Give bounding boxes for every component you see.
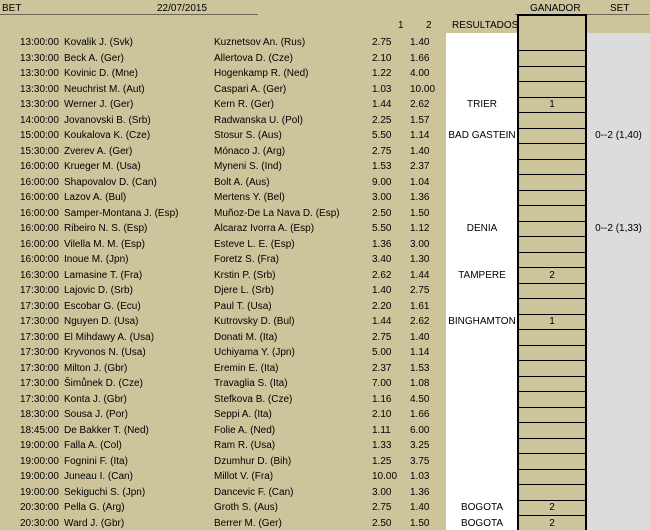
odds-1: 2.20 <box>372 300 392 312</box>
odds-1: 2.75 <box>372 331 392 343</box>
match-time: 17:30:00 <box>20 285 59 296</box>
player-2: Eremin E. (Ita) <box>214 362 279 374</box>
table-row <box>0 113 650 129</box>
odds-2: 1.44 <box>410 269 430 281</box>
player-1: Shapovalov D. (Can) <box>64 176 157 188</box>
player-2: Krstin P. (Srb) <box>214 269 276 281</box>
odds-1: 7.00 <box>372 378 392 389</box>
odds-1: 2.75 <box>372 145 392 157</box>
player-1: Samper-Montana J. (Esp) <box>64 207 179 219</box>
odds-1: 10.00 <box>372 471 398 482</box>
table-row <box>0 206 650 222</box>
ganador-value[interactable]: 2 <box>549 517 555 529</box>
odds-2: 1.12 <box>410 223 430 234</box>
ganador-cell-box[interactable] <box>519 438 585 454</box>
odds-1: 2.50 <box>372 517 392 529</box>
resultado: BOGOTA <box>460 502 504 513</box>
ganador-cell-box[interactable] <box>519 361 585 377</box>
match-time: 17:30:00 <box>20 331 59 343</box>
player-1: Pella G. (Arg) <box>64 502 125 513</box>
player-2: Bolt A. (Aus) <box>214 176 270 188</box>
odds-2: 4.50 <box>410 393 430 405</box>
odds-2: 1.14 <box>410 130 430 141</box>
ganador-cell-box[interactable] <box>519 376 585 392</box>
player-2: Donati M. (Ita) <box>214 331 278 343</box>
match-time: 17:30:00 <box>20 316 59 327</box>
player-1: Fognini F. (Ita) <box>64 455 128 467</box>
match-time: 15:00:00 <box>20 130 59 141</box>
table-row <box>0 221 650 237</box>
table-row <box>0 190 650 206</box>
ganador-cell-box[interactable] <box>519 283 585 299</box>
match-time: 16:00:00 <box>20 238 59 250</box>
player-2: Alcaraz Ivorra A. (Esp) <box>214 223 315 234</box>
table-row <box>0 175 650 191</box>
player-1: Koukalova K. (Cze) <box>64 130 151 141</box>
odds-2: 1.08 <box>410 378 430 389</box>
odds-1: 2.75 <box>372 502 392 513</box>
match-time: 13:30:00 <box>20 99 59 110</box>
header-set: SET <box>610 3 630 14</box>
column-head-2: 2 <box>426 20 432 31</box>
match-time: 16:00:00 <box>20 207 59 219</box>
match-time: 16:00:00 <box>20 176 59 188</box>
odds-2: 3.75 <box>410 455 430 467</box>
player-2: Dzumhur D. (Bih) <box>214 455 292 467</box>
match-time: 16:30:00 <box>20 269 59 281</box>
ganador-cell-box[interactable] <box>519 190 585 206</box>
player-1: Inoue M. (Jpn) <box>64 254 129 265</box>
resultado: TAMPERE <box>458 269 506 281</box>
odds-2: 1.14 <box>410 347 430 358</box>
player-1: Ward J. (Gbr) <box>64 517 125 529</box>
table-row <box>0 237 650 253</box>
player-2: Kutrovsky D. (Bul) <box>214 316 295 327</box>
odds-2: 10.00 <box>410 83 436 95</box>
player-2: Kern R. (Ger) <box>214 99 275 110</box>
odds-1: 1.44 <box>372 316 392 327</box>
ganador-value[interactable]: 2 <box>549 269 555 281</box>
match-time: 13:00:00 <box>20 37 59 48</box>
player-2: Djere L. (Srb) <box>214 285 275 296</box>
table-row <box>0 159 650 175</box>
odds-2: 1.30 <box>410 254 430 265</box>
odds-1: 2.75 <box>372 37 392 48</box>
ganador-cell-box[interactable] <box>519 469 585 485</box>
odds-1: 5.50 <box>372 223 392 234</box>
table-row <box>0 82 650 98</box>
set-value: 0--2 (1,33) <box>595 223 642 234</box>
table-row <box>0 516 650 530</box>
ganador-cell-box[interactable] <box>519 82 585 98</box>
odds-2: 1.40 <box>410 502 430 513</box>
ganador-cell-box[interactable] <box>519 407 585 423</box>
player-1: Konta J. (Gbr) <box>64 393 127 405</box>
odds-1: 1.36 <box>372 238 392 250</box>
ganador-cell-box[interactable] <box>519 66 585 82</box>
player-2: Seppi A. (Ita) <box>214 409 272 420</box>
odds-1: 3.00 <box>372 192 392 203</box>
odds-1: 2.62 <box>372 269 392 281</box>
odds-2: 1.40 <box>410 145 430 157</box>
match-time: 16:00:00 <box>20 161 59 172</box>
match-time: 19:00:00 <box>20 486 59 498</box>
ganador-value[interactable]: 1 <box>549 316 555 327</box>
table-row <box>0 454 650 470</box>
odds-1: 2.37 <box>372 362 392 374</box>
table-row <box>0 66 650 82</box>
player-1: Sekiguchi S. (Jpn) <box>64 486 146 498</box>
resultado: BAD GASTEIN <box>448 130 516 141</box>
table-row <box>0 299 650 315</box>
odds-2: 4.00 <box>410 68 430 79</box>
player-1: Kryvonos N. (Usa) <box>64 347 146 358</box>
odds-2: 1.04 <box>410 176 430 188</box>
column-head-1: 1 <box>398 20 404 31</box>
odds-1: 1.16 <box>372 393 392 405</box>
match-time: 18:45:00 <box>20 424 59 436</box>
odds-2: 3.00 <box>410 238 430 250</box>
resultado: BINGHAMTON <box>448 316 516 327</box>
ganador-header-box <box>517 14 587 33</box>
odds-2: 1.61 <box>410 300 430 312</box>
player-1: Lajovic D. (Srb) <box>64 285 133 296</box>
table-row <box>0 51 650 67</box>
match-time: 18:30:00 <box>20 409 59 420</box>
odds-2: 3.25 <box>410 440 430 451</box>
odds-2: 2.75 <box>410 285 430 296</box>
player-1: Šimůnek D. (Cze) <box>64 378 143 389</box>
match-time: 17:30:00 <box>20 300 59 312</box>
player-1: Milton J. (Gbr) <box>64 362 128 374</box>
odds-1: 5.00 <box>372 347 392 358</box>
ganador-cell-box[interactable] <box>519 345 585 361</box>
header-bet: BET <box>2 3 22 14</box>
match-time: 15:30:00 <box>20 145 59 157</box>
odds-2: 1.36 <box>410 192 430 203</box>
odds-1: 3.00 <box>372 486 392 498</box>
table-row <box>0 407 650 423</box>
odds-2: 1.57 <box>410 114 430 126</box>
ganador-value[interactable]: 1 <box>549 99 555 110</box>
odds-2: 1.50 <box>410 517 430 529</box>
player-1: Kovinic D. (Mne) <box>64 68 138 79</box>
ganador-cell-box[interactable] <box>519 330 585 346</box>
odds-2: 1.66 <box>410 409 430 420</box>
player-1: Vilella M. M. (Esp) <box>64 238 145 250</box>
ganador-cell-box[interactable] <box>519 237 585 253</box>
match-time: 19:00:00 <box>20 455 59 467</box>
resultado: TRIER <box>467 99 497 110</box>
ganador-cell-box[interactable] <box>519 221 585 237</box>
player-1: De Bakker T. (Ned) <box>64 424 149 436</box>
ganador-cell-box[interactable] <box>519 252 585 268</box>
player-2: Kuznetsov An. (Rus) <box>214 37 306 48</box>
player-2: Groth S. (Aus) <box>214 502 278 513</box>
player-2: Mertens Y. (Bel) <box>214 192 285 203</box>
player-2: Esteve L. E. (Esp) <box>214 238 295 250</box>
odds-1: 2.10 <box>372 52 392 64</box>
table-row <box>0 97 650 113</box>
header-date: 22/07/2015 <box>157 3 208 14</box>
odds-1: 5.50 <box>372 130 392 141</box>
table-row <box>0 500 650 516</box>
player-2: Mónaco J. (Arg) <box>214 145 286 157</box>
match-time: 20:30:00 <box>20 502 59 513</box>
player-2: Ram R. (Usa) <box>214 440 276 451</box>
odds-2: 2.62 <box>410 99 430 110</box>
player-2: Berrer M. (Ger) <box>214 517 282 529</box>
odds-1: 1.53 <box>372 161 392 172</box>
odds-1: 1.11 <box>372 424 391 436</box>
header-ganador: GANADOR <box>530 3 581 14</box>
ganador-cell-box[interactable] <box>519 423 585 439</box>
ganador-cell-box[interactable] <box>519 206 585 222</box>
odds-1: 9.00 <box>372 176 392 188</box>
ganador-cell-box[interactable] <box>519 454 585 470</box>
ganador-cell-box[interactable] <box>519 299 585 315</box>
player-2: Uchiyama Y. (Jpn) <box>214 347 295 358</box>
odds-2: 1.50 <box>410 207 430 219</box>
match-time: 19:00:00 <box>20 471 59 482</box>
match-time: 13:30:00 <box>20 68 59 79</box>
player-1: Zverev A. (Ger) <box>64 145 133 157</box>
table-row <box>0 392 650 408</box>
player-2: Stosur S. (Aus) <box>214 130 282 141</box>
ganador-cell-box[interactable] <box>519 144 585 160</box>
player-2: Stefkova B. (Cze) <box>214 393 293 405</box>
player-1: Krueger M. (Usa) <box>64 161 141 172</box>
player-1: Jovanovski B. (Srb) <box>64 114 151 126</box>
ganador-cell-box[interactable] <box>519 175 585 191</box>
player-1: Werner J. (Ger) <box>64 99 134 110</box>
odds-2: 2.37 <box>410 161 430 172</box>
ganador-cell-box[interactable] <box>519 128 585 144</box>
odds-1: 3.40 <box>372 254 392 265</box>
player-1: Sousa J. (Por) <box>64 409 128 420</box>
player-1: Beck A. (Ger) <box>64 52 125 64</box>
ganador-cell-box[interactable] <box>519 485 585 501</box>
table-row <box>0 469 650 485</box>
match-time: 16:00:00 <box>20 223 59 234</box>
table-row <box>0 283 650 299</box>
player-1: Juneau I. (Can) <box>64 471 133 482</box>
match-time: 17:30:00 <box>20 362 59 374</box>
ganador-cell-box[interactable] <box>519 51 585 67</box>
match-time: 14:00:00 <box>20 114 59 126</box>
odds-2: 1.36 <box>410 486 430 498</box>
table-row <box>0 268 650 284</box>
player-1: Falla A. (Col) <box>64 440 122 451</box>
header-divider <box>0 14 258 15</box>
table-row <box>0 485 650 501</box>
odds-1: 2.10 <box>372 409 392 420</box>
odds-1: 1.22 <box>372 68 392 79</box>
player-1: Neuchrist M. (Aut) <box>64 83 145 95</box>
player-1: Lamasine T. (Fra) <box>64 269 143 281</box>
table-row <box>0 376 650 392</box>
player-1: Lazov A. (Bul) <box>64 192 127 203</box>
match-time: 17:30:00 <box>20 347 59 358</box>
odds-2: 2.62 <box>410 316 430 327</box>
player-2: Foretz S. (Fra) <box>214 254 280 265</box>
table-row <box>0 252 650 268</box>
player-2: Caspari A. (Ger) <box>214 83 287 95</box>
table-row <box>0 144 650 160</box>
match-time: 19:00:00 <box>20 440 59 451</box>
match-time: 13:30:00 <box>20 83 59 95</box>
ganador-cell-box[interactable] <box>519 113 585 129</box>
odds-1: 2.50 <box>372 207 392 219</box>
player-2: Muñoz-De La Nava D. (Esp) <box>214 207 340 219</box>
player-2: Allertova D. (Cze) <box>214 52 293 64</box>
player-1: Ribeiro N. S. (Esp) <box>64 223 148 234</box>
odds-1: 2.25 <box>372 114 392 126</box>
column-head-resultados: RESULTADOS <box>452 20 519 31</box>
odds-2: 1.66 <box>410 52 430 64</box>
player-2: Folie A. (Ned) <box>214 424 276 436</box>
ganador-cell-box[interactable] <box>519 159 585 175</box>
odds-2: 1.53 <box>410 362 430 374</box>
match-time: 13:30:00 <box>20 52 59 64</box>
player-2: Hogenkamp R. (Ned) <box>214 68 309 79</box>
resultado: BOGOTA <box>460 517 504 529</box>
table-row <box>0 423 650 439</box>
player-2: Myneni S. (Ind) <box>214 161 282 172</box>
odds-1: 1.25 <box>372 455 392 467</box>
odds-2: 1.40 <box>410 331 430 343</box>
player-1: El Mihdawy A. (Usa) <box>64 331 155 343</box>
odds-2: 1.03 <box>410 471 430 482</box>
table-row <box>0 35 650 51</box>
player-1: Kovalik J. (Svk) <box>64 37 133 48</box>
player-2: Millot V. (Fra) <box>214 471 274 482</box>
match-time: 20:30:00 <box>20 517 59 529</box>
match-time: 17:30:00 <box>20 393 59 405</box>
player-1: Escobar G. (Ecu) <box>64 300 141 312</box>
table-row <box>0 128 650 144</box>
player-1: Nguyen D. (Usa) <box>64 316 139 327</box>
odds-1: 1.33 <box>372 440 392 451</box>
odds-1: 1.40 <box>372 285 392 296</box>
table-row <box>0 361 650 377</box>
table-row <box>0 345 650 361</box>
resultado: DENIA <box>466 223 498 234</box>
player-2: Travaglia S. (Ita) <box>214 378 288 389</box>
odds-2: 1.40 <box>410 37 430 48</box>
table-row <box>0 438 650 454</box>
odds-1: 1.44 <box>372 99 392 110</box>
match-time: 16:00:00 <box>20 192 59 203</box>
ganador-value[interactable]: 2 <box>549 502 555 513</box>
table-row <box>0 330 650 346</box>
odds-1: 1.03 <box>372 83 392 95</box>
set-value: 0--2 (1,40) <box>595 130 642 141</box>
player-2: Paul T. (Usa) <box>214 300 272 312</box>
table-row <box>0 314 650 330</box>
ganador-cell-box[interactable] <box>519 35 585 51</box>
player-2: Dancevic F. (Can) <box>214 486 294 498</box>
player-2: Radwanska U. (Pol) <box>214 114 303 126</box>
ganador-cell-box[interactable] <box>519 392 585 408</box>
odds-2: 6.00 <box>410 424 430 436</box>
match-time: 17:30:00 <box>20 378 59 389</box>
match-time: 16:00:00 <box>20 254 59 265</box>
